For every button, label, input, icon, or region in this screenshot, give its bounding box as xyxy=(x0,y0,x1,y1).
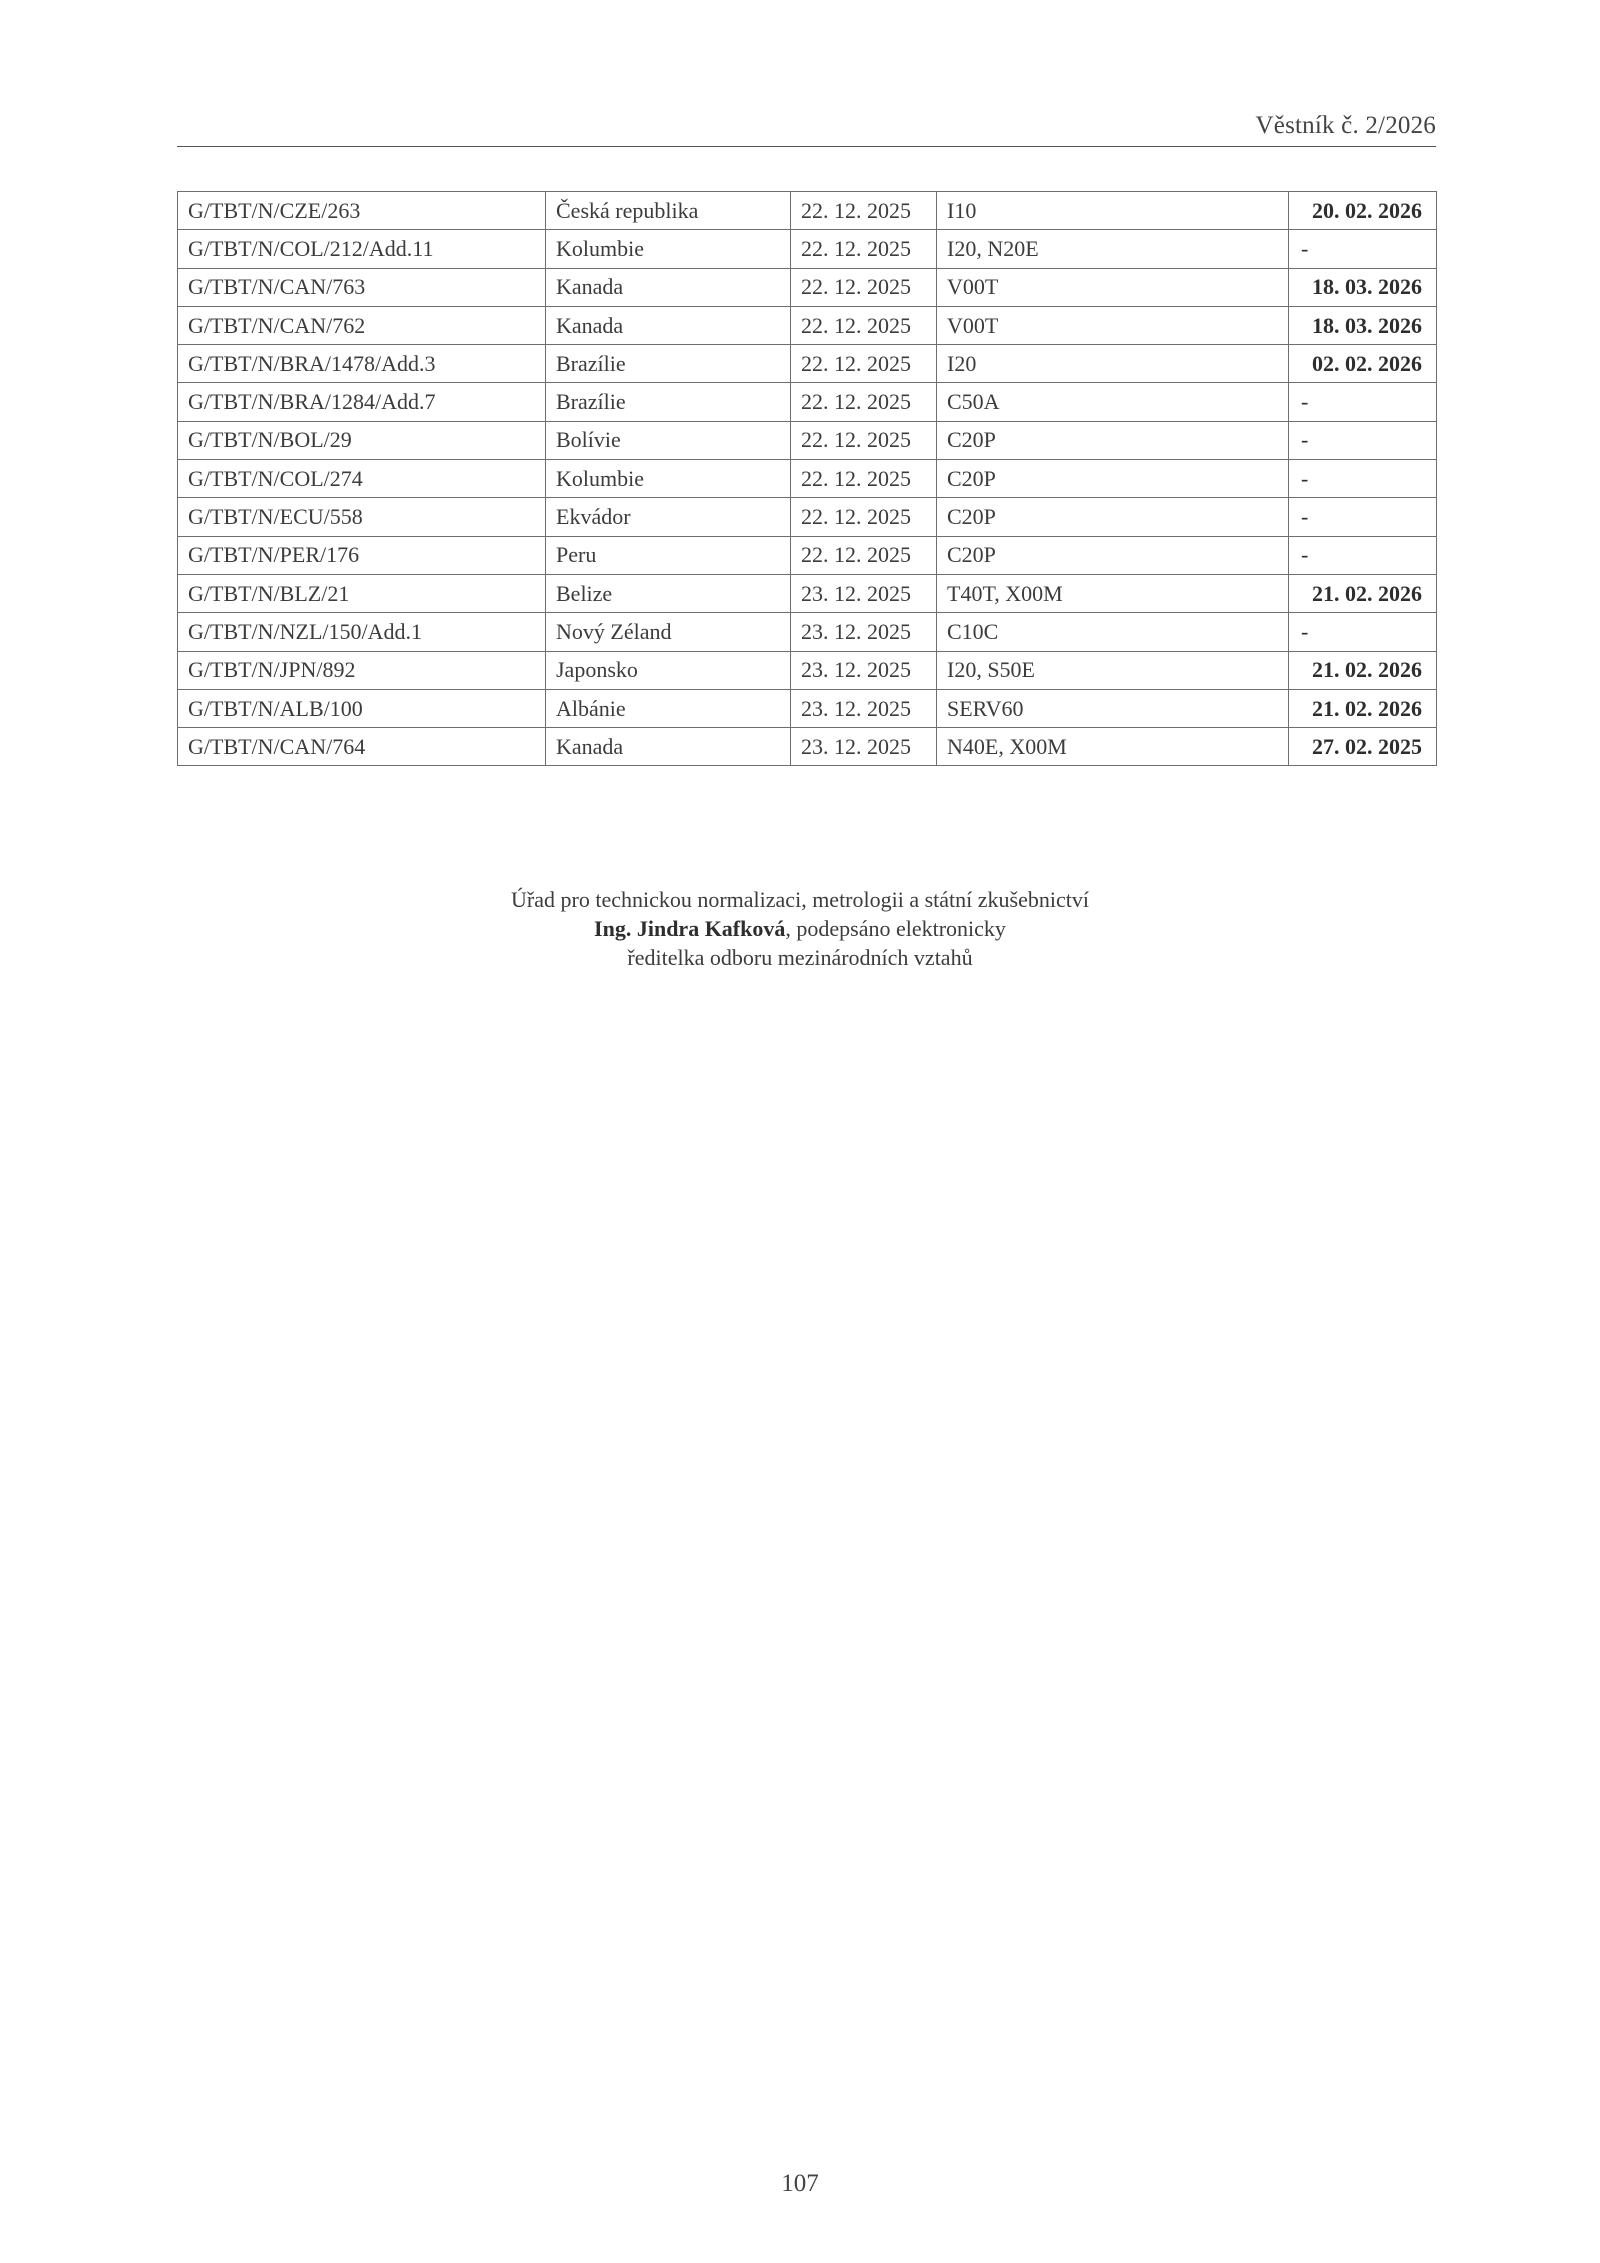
symbol-cell: G/TBT/N/BOL/29 xyxy=(178,421,546,459)
country-cell: Kolumbie xyxy=(546,460,791,498)
symbol-cell: G/TBT/N/COL/212/Add.11 xyxy=(178,230,546,268)
codes-cell: T40T, X00M xyxy=(937,574,1289,612)
country-cell: Brazílie xyxy=(546,383,791,421)
date-cell: 23. 12. 2025 xyxy=(791,728,937,766)
symbol-cell: G/TBT/N/BRA/1284/Add.7 xyxy=(178,383,546,421)
codes-cell: V00T xyxy=(937,306,1289,344)
table-row xyxy=(178,728,1437,766)
date-cell: 23. 12. 2025 xyxy=(791,689,937,727)
date-cell: 22. 12. 2025 xyxy=(791,421,937,459)
country-cell: Japonsko xyxy=(546,651,791,689)
signatory-line xyxy=(0,914,1600,943)
date-cell: 23. 12. 2025 xyxy=(791,574,937,612)
signatory-position: ředitelka odboru mezinárodních vztahů xyxy=(627,945,973,970)
deadline-cell: 20. 02. 2026 xyxy=(1289,192,1437,230)
deadline-cell: - xyxy=(1289,421,1437,459)
table-row xyxy=(178,306,1437,344)
deadline-cell: - xyxy=(1289,498,1437,536)
codes-cell: C20P xyxy=(937,498,1289,536)
codes-cell: I10 xyxy=(937,192,1289,230)
country-cell: Bolívie xyxy=(546,421,791,459)
country-cell: Kolumbie xyxy=(546,230,791,268)
bulletin-title: Věstník č. 2/2026 xyxy=(1255,112,1436,139)
codes-cell: C10C xyxy=(937,613,1289,651)
deadline-cell: 21. 02. 2026 xyxy=(1289,651,1437,689)
notifications-table-body xyxy=(178,192,1437,766)
notifications-table xyxy=(177,191,1437,766)
office-name: Úřad pro technickou normalizaci, metrologii a státní zkušebnictví xyxy=(511,887,1089,912)
header-rule xyxy=(177,146,1436,147)
deadline-cell: - xyxy=(1289,613,1437,651)
codes-cell: C20P xyxy=(937,536,1289,574)
codes-cell: C50A xyxy=(937,383,1289,421)
symbol-cell: G/TBT/N/JPN/892 xyxy=(178,651,546,689)
table-row xyxy=(178,651,1437,689)
codes-cell: C20P xyxy=(937,460,1289,498)
table-row xyxy=(178,192,1437,230)
table-row xyxy=(178,689,1437,727)
codes-cell: I20, N20E xyxy=(937,230,1289,268)
symbol-cell: G/TBT/N/CAN/762 xyxy=(178,306,546,344)
date-cell: 22. 12. 2025 xyxy=(791,230,937,268)
symbol-cell: G/TBT/N/COL/274 xyxy=(178,460,546,498)
signature-block xyxy=(0,885,1600,972)
country-cell: Kanada xyxy=(546,268,791,306)
codes-cell: N40E, X00M xyxy=(937,728,1289,766)
date-cell: 22. 12. 2025 xyxy=(791,536,937,574)
table-row xyxy=(178,613,1437,651)
deadline-cell: - xyxy=(1289,536,1437,574)
deadline-cell: 21. 02. 2026 xyxy=(1289,574,1437,612)
deadline-cell: - xyxy=(1289,383,1437,421)
country-cell: Belize xyxy=(546,574,791,612)
date-cell: 22. 12. 2025 xyxy=(791,306,937,344)
symbol-cell: G/TBT/N/NZL/150/Add.1 xyxy=(178,613,546,651)
deadline-cell: 21. 02. 2026 xyxy=(1289,689,1437,727)
codes-cell: C20P xyxy=(937,421,1289,459)
symbol-cell: G/TBT/N/CZE/263 xyxy=(178,192,546,230)
table-row xyxy=(178,383,1437,421)
page-number: 107 xyxy=(781,2170,819,2197)
country-cell: Nový Zéland xyxy=(546,613,791,651)
country-cell: Kanada xyxy=(546,306,791,344)
date-cell: 22. 12. 2025 xyxy=(791,268,937,306)
table-row xyxy=(178,536,1437,574)
symbol-cell: G/TBT/N/ALB/100 xyxy=(178,689,546,727)
symbol-cell: G/TBT/N/PER/176 xyxy=(178,536,546,574)
country-cell: Peru xyxy=(546,536,791,574)
country-cell: Ekvádor xyxy=(546,498,791,536)
date-cell: 22. 12. 2025 xyxy=(791,498,937,536)
table-row xyxy=(178,345,1437,383)
country-cell: Brazílie xyxy=(546,345,791,383)
codes-cell: I20 xyxy=(937,345,1289,383)
signatory-name: Ing. Jindra Kafková xyxy=(594,916,786,941)
symbol-cell: G/TBT/N/CAN/763 xyxy=(178,268,546,306)
deadline-cell: 18. 03. 2026 xyxy=(1289,268,1437,306)
codes-cell: SERV60 xyxy=(937,689,1289,727)
date-cell: 22. 12. 2025 xyxy=(791,345,937,383)
symbol-cell: G/TBT/N/ECU/558 xyxy=(178,498,546,536)
table-row xyxy=(178,421,1437,459)
codes-cell: I20, S50E xyxy=(937,651,1289,689)
table-row xyxy=(178,498,1437,536)
signed-note: , podepsáno elektronicky xyxy=(785,916,1006,941)
country-cell: Albánie xyxy=(546,689,791,727)
date-cell: 23. 12. 2025 xyxy=(791,651,937,689)
deadline-cell: 18. 03. 2026 xyxy=(1289,306,1437,344)
date-cell: 22. 12. 2025 xyxy=(791,383,937,421)
date-cell: 22. 12. 2025 xyxy=(791,192,937,230)
symbol-cell: G/TBT/N/BRA/1478/Add.3 xyxy=(178,345,546,383)
deadline-cell: - xyxy=(1289,230,1437,268)
symbol-cell: G/TBT/N/BLZ/21 xyxy=(178,574,546,612)
table-row xyxy=(178,268,1437,306)
table-row xyxy=(178,230,1437,268)
deadline-cell: 27. 02. 2025 xyxy=(1289,728,1437,766)
deadline-cell: - xyxy=(1289,460,1437,498)
date-cell: 22. 12. 2025 xyxy=(791,460,937,498)
country-cell: Kanada xyxy=(546,728,791,766)
deadline-cell: 02. 02. 2026 xyxy=(1289,345,1437,383)
table-row xyxy=(178,460,1437,498)
country-cell: Česká republika xyxy=(546,192,791,230)
symbol-cell: G/TBT/N/CAN/764 xyxy=(178,728,546,766)
table-row xyxy=(178,574,1437,612)
date-cell: 23. 12. 2025 xyxy=(791,613,937,651)
codes-cell: V00T xyxy=(937,268,1289,306)
